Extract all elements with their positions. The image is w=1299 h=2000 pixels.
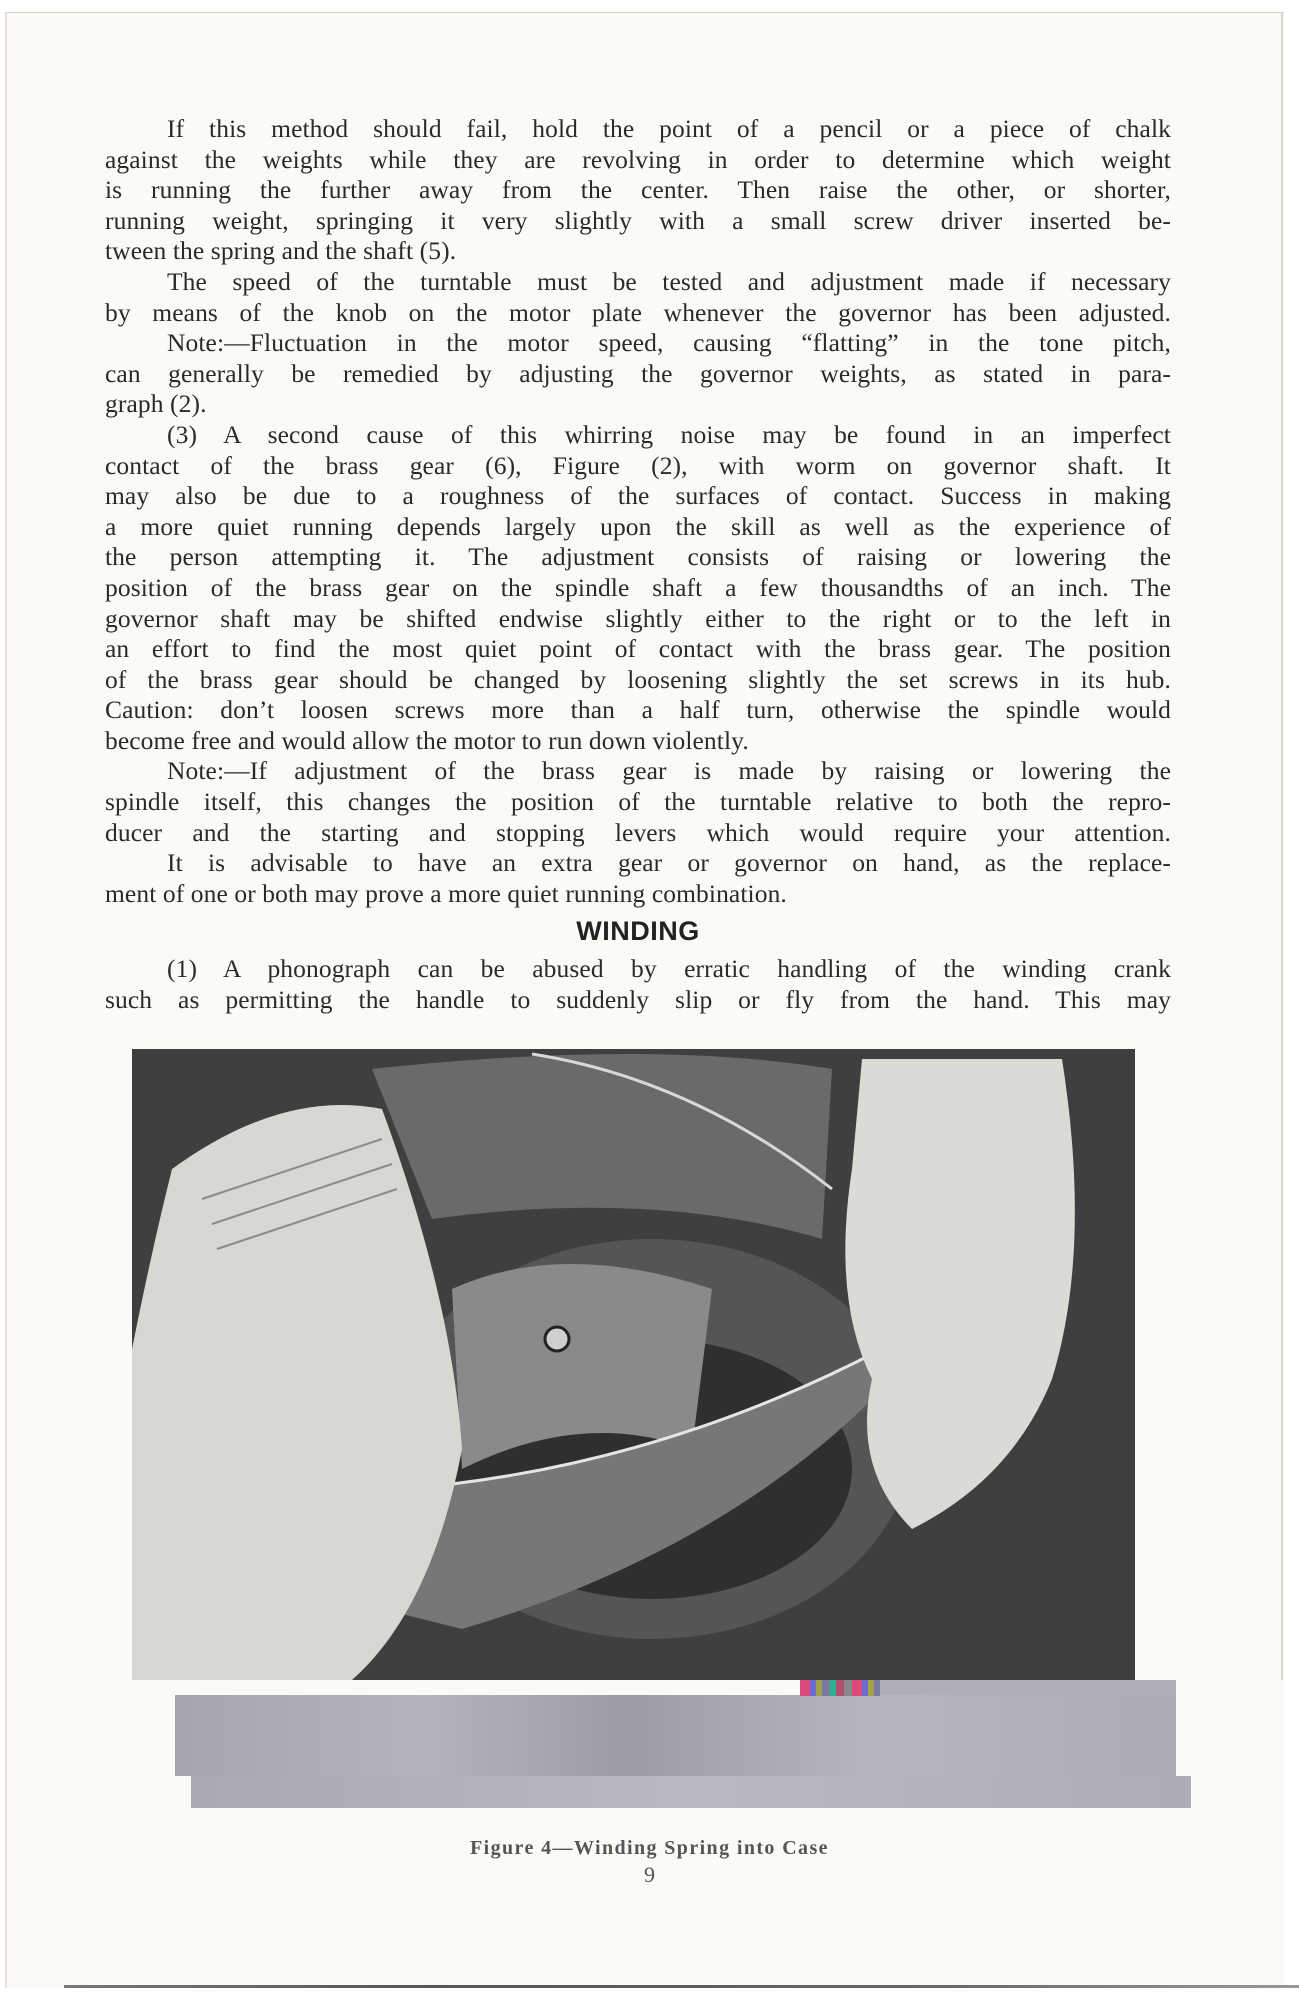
text-line: (3) A second cause of this whirring noise may be found in an imperfect [167, 419, 1171, 449]
text-line: Note:—Fluctuation in the motor speed, causing “flatting” in the tone pitch, [167, 328, 1171, 358]
text-line: of the brass gear should be changed by loosening slightly the set screws in its hub. [105, 664, 1171, 694]
text-line: If this method should fail, hold the point of a pencil or a piece of chalk [167, 114, 1171, 143]
scan-artifact [175, 1695, 1176, 1776]
case-rivet [545, 1327, 569, 1351]
page-edge [1281, 12, 1283, 1680]
text-line: It is advisable to have an extra gear or governor on hand, as the replace- [167, 848, 1171, 878]
figure-photo [132, 1049, 1135, 1680]
text-line: running weight, springing it very slightly with a small screw driver inserted be- [105, 205, 1171, 235]
photo-illustration [132, 1049, 1135, 1680]
text-line: an effort to find the most quiet point of contact with the brass gear. The position [105, 634, 1171, 664]
text-line: governor shaft may be shifted endwise slightly either to the right or to the left in [105, 603, 1171, 633]
text-line: graph (2). [105, 389, 207, 419]
text-line: tween the spring and the shaft (5). [105, 236, 457, 266]
text-line: Note:—If adjustment of the brass gear is made by raising or lowering the [167, 756, 1171, 786]
text-line: can generally be remedied by adjusting the governor weights, as stated in para- [105, 358, 1171, 388]
text-line: Caution: don’t loosen screws more than a half turn, otherwise the spindle would [105, 695, 1171, 725]
page-bottom-edge [64, 1985, 1299, 1988]
text-line: The speed of the turntable must be tested and adjustment made if necessary [167, 266, 1171, 296]
figure-caption: Figure 4—Winding Spring into Case [470, 1837, 829, 1859]
text-line: become free and would allow the motor to run down violently. [105, 725, 749, 755]
winding-paragraph [105, 954, 1171, 1015]
text-line: is running the further away from the center. Then raise the other, or shorter, [105, 175, 1171, 205]
page-number: 9 [644, 1862, 655, 1887]
text-line: by means of the knob on the motor plate whenever the governor has been adjusted. [105, 297, 1171, 327]
text-line: such as permitting the handle to suddenly slip or fly from the hand. This may [105, 985, 1171, 1015]
text-line: ducer and the starting and stopping levers which would require your attention. [105, 817, 1171, 847]
text-line: against the weights while they are revolving in order to determine which weight [105, 144, 1171, 174]
text-line: position of the brass gear on the spindle shaft a few thousandths of an inch. The [105, 572, 1171, 602]
section-heading: WINDING [576, 916, 700, 947]
scan-artifact [191, 1776, 1191, 1808]
body-text [105, 114, 1171, 1016]
text-line: (1) A phonograph can be abused by erratic handling of the winding crank [167, 954, 1171, 984]
text-line: a more quiet running depends largely upon the skill as well as the experience of [105, 511, 1171, 541]
text-line: ment of one or both may prove a more quiet running combination. [105, 878, 787, 908]
text-line: spindle itself, this changes the position of the turntable relative to both the repro- [105, 787, 1171, 817]
text-line: contact of the brass gear (6), Figure (2), with worm on governor shaft. It [105, 450, 1171, 480]
scan-color-artifact [800, 1680, 880, 1696]
scan-artifact [880, 1680, 1176, 1695]
text-line: the person attempting it. The adjustment consists of raising or lowering the [105, 542, 1171, 572]
text-line: may also be due to a roughness of the surfaces of contact. Success in making [105, 481, 1171, 511]
paragraph-lines [105, 114, 1171, 909]
